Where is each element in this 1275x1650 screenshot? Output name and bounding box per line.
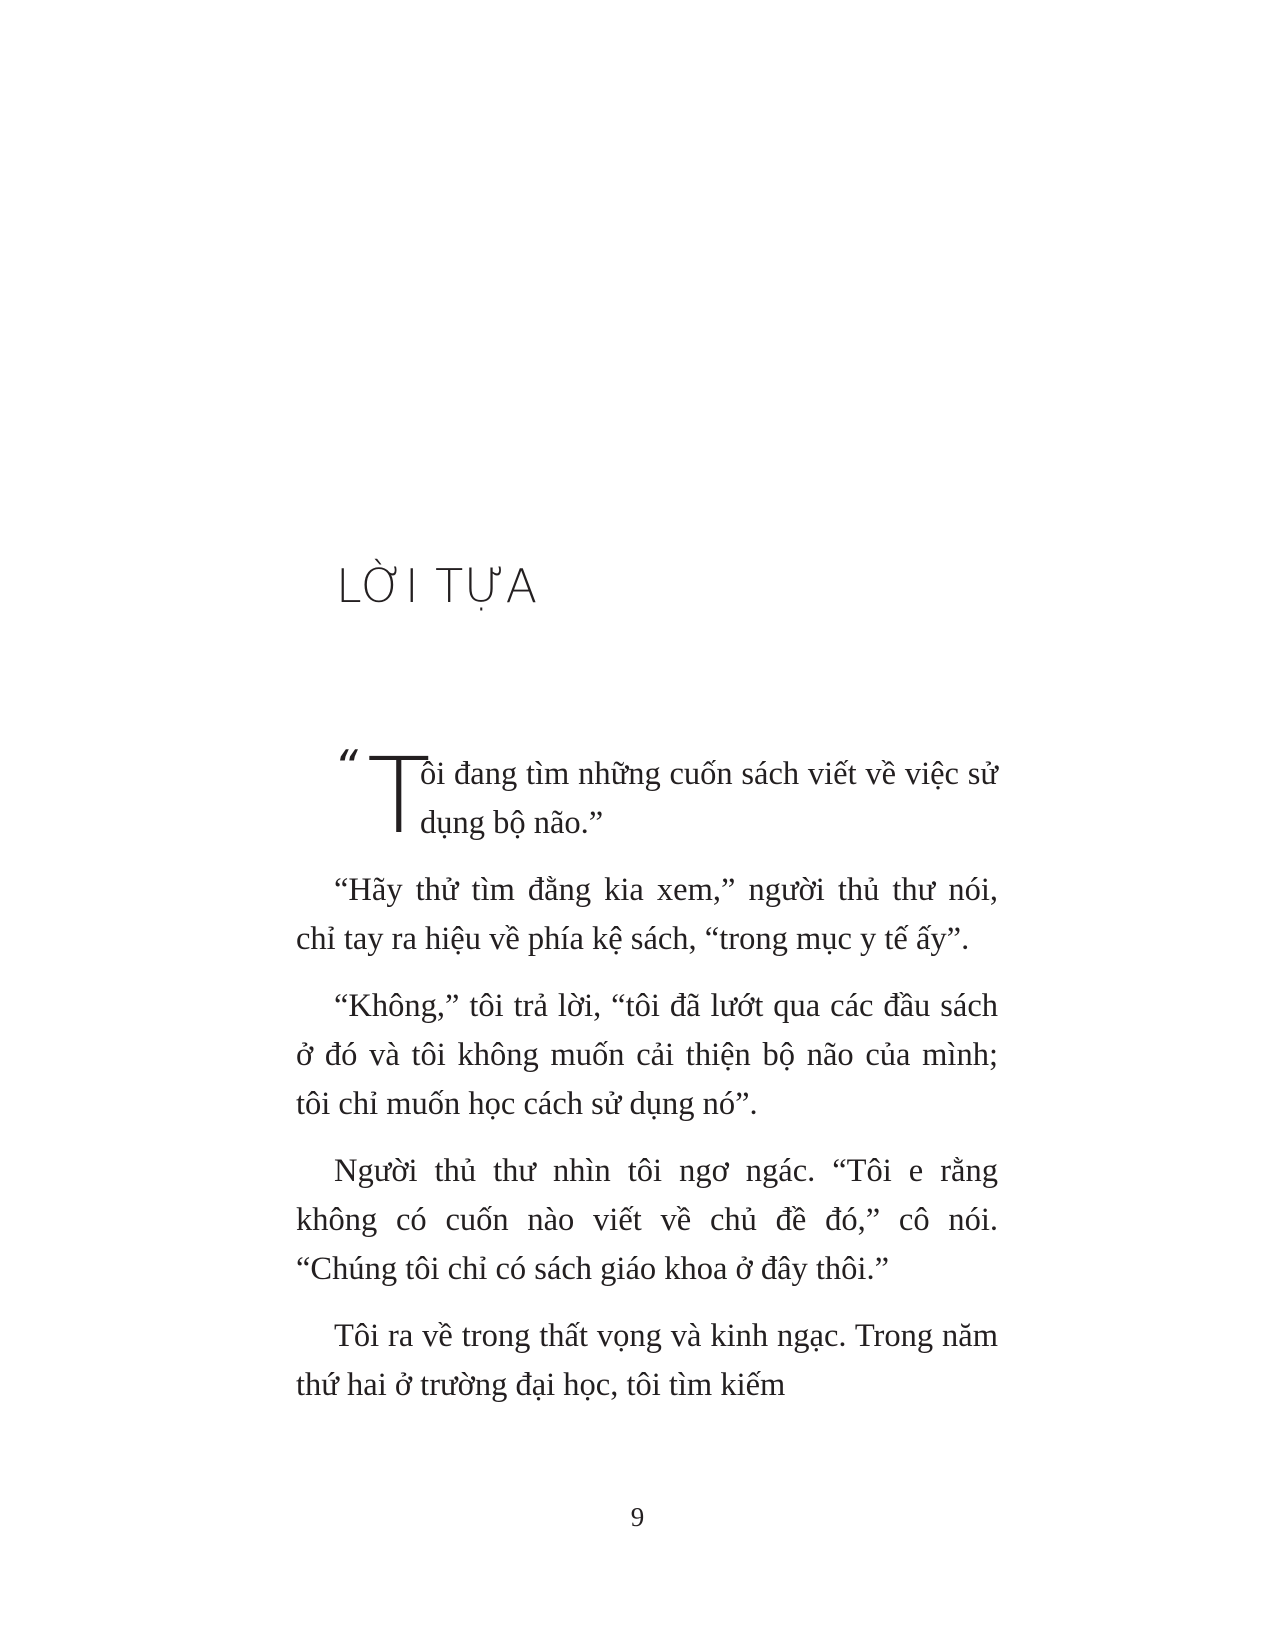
opening-quote-mark: “ [334, 740, 358, 794]
paragraph-3: Người thủ thư nhìn tôi ngơ ngác. “Tôi e rằng không có cuốn nào viết về chủ đề đó,” cô nói. “Chúng tôi chỉ có sách giáo khoa ở đây thôi.” [296, 1153, 998, 1287]
opening-paragraph [296, 735, 998, 857]
opening-text: ôi đang tìm những cuốn sách viết về việc sử dụng bộ não.” [420, 756, 998, 841]
chapter-title: LỜI TỰA [336, 559, 539, 613]
drop-cap-letter: T [367, 735, 431, 857]
page-number: 9 [630, 1502, 645, 1532]
paragraph-1: “Hãy thử tìm đằng kia xem,” người thủ thư nói, chỉ tay ra hiệu về phía kệ sách, “trong mục y tế ấy”. [296, 872, 998, 957]
paragraph-4: Tôi ra về trong thất vọng và kinh ngạc. Trong năm thứ hai ở trường đại học, tôi tìm kiếm [296, 1318, 998, 1403]
paragraph-2: “Không,” tôi trả lời, “tôi đã lướt qua các đầu sách ở đó và tôi không muốn cải thiện bộ não của mình; tôi chỉ muốn học cách sử dụng nó”. [296, 988, 998, 1122]
body-text [296, 735, 998, 1428]
